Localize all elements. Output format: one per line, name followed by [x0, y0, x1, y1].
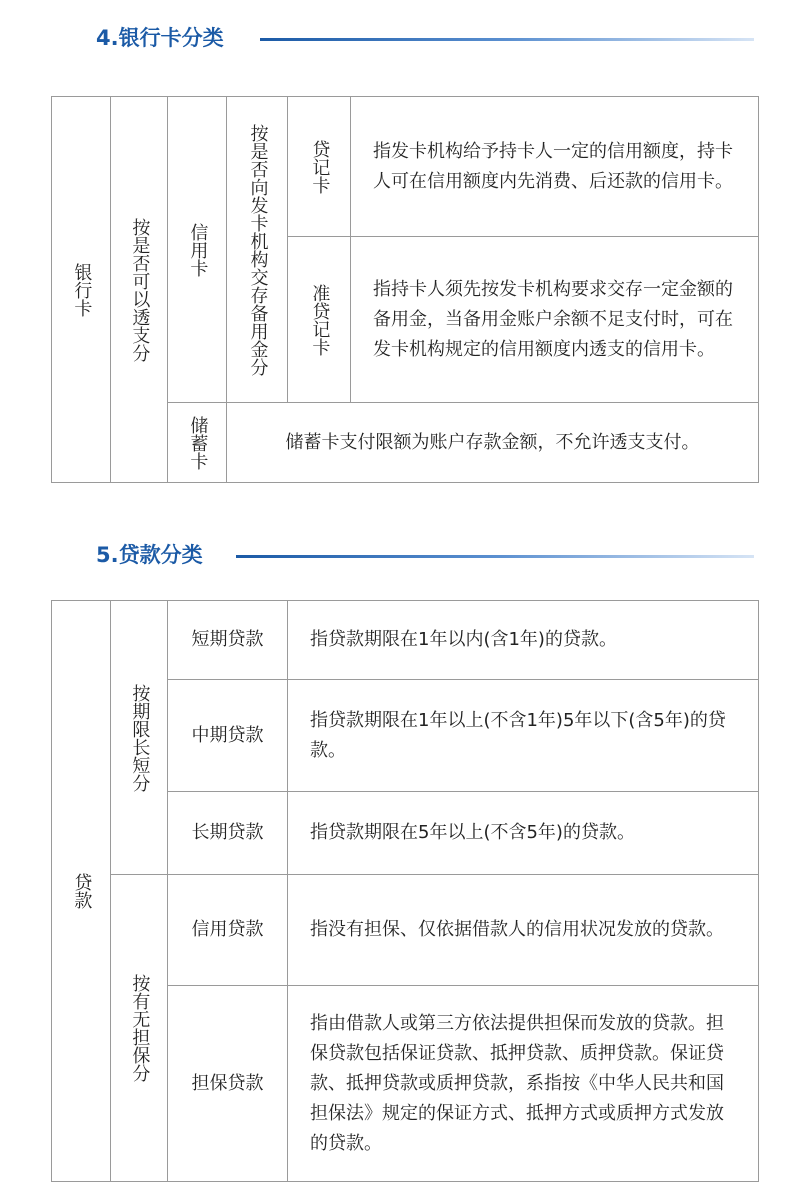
loan-type-label: 短期贷款 [191, 629, 264, 650]
debit-credit-desc-cell [350, 96, 759, 237]
debit-card-desc-cell [226, 402, 759, 483]
root-label: 贷款 [71, 873, 93, 909]
section-title-divider [260, 38, 754, 41]
section-title: 4.银行卡分类 [96, 26, 224, 50]
term-group-label: 按期限长短分 [129, 683, 151, 792]
section-title: 5.贷款分类 [96, 543, 203, 567]
loan-desc-cell [287, 600, 759, 680]
loan-type-cell [167, 985, 288, 1182]
loan-type-label: 担保贷款 [191, 1072, 264, 1094]
loan-desc: 指由借款人或第三方依法提供担保而发放的贷款。担保贷款包括保证贷款、抵押贷款、质押贷款。保证贷款、抵押贷款或质押贷款，系指按《中华人民共和国担保法》规定的保证方式、抵押方式或质押方式发放的贷款。 [310, 1012, 724, 1154]
loan-type-cell [167, 679, 288, 792]
debit-credit-desc: 指发卡机构给予持卡人一定的信用额度，持卡人可在信用额度内先消费、后还款的信用卡。 [373, 140, 733, 192]
loan-desc-cell [287, 874, 759, 986]
loan-desc: 指贷款期限在5年以上(不含5年)的贷款。 [310, 822, 635, 843]
loan-desc: 指贷款期限在1年以内(含1年)的贷款。 [310, 629, 617, 650]
quasi-credit-desc: 指持卡人须先按发卡机构要求交存一定金额的备用金，当备用金账户余额不足支付时，可在发卡机构规定的信用额度内透支的信用卡。 [373, 278, 733, 360]
root-cell [51, 96, 111, 483]
loan-type-label: 长期贷款 [191, 822, 264, 843]
root-label: 银行卡 [71, 262, 93, 317]
loan-type-cell [167, 600, 288, 680]
term-group-cell [110, 600, 168, 875]
loan-desc-cell [287, 791, 759, 875]
debit-card-desc: 储蓄卡支付限额为账户存款金额，不允许透支支付。 [285, 431, 700, 453]
credit-card-cell [167, 96, 227, 403]
guarantee-group-cell [110, 874, 168, 1182]
loan-desc: 指没有担保、仅依据借款人的信用状况发放的贷款。 [310, 919, 724, 940]
credit-criterion-label: 按是否向发卡机构交存备用金分 [247, 123, 269, 376]
criterion-cell [110, 96, 168, 483]
loan-desc: 指贷款期限在1年以上(不含1年)5年以下(含5年)的贷款。 [310, 709, 726, 761]
credit-card-label: 信用卡 [187, 222, 209, 277]
quasi-credit-cell [287, 236, 351, 403]
criterion-label: 按是否可以透支分 [129, 217, 151, 362]
loan-desc-cell [287, 985, 759, 1182]
quasi-credit-desc-cell [350, 236, 759, 403]
loan-type-cell [167, 791, 288, 875]
section-title-divider [236, 555, 754, 558]
guarantee-group-label: 按有无担保分 [129, 974, 151, 1082]
loan-type-label: 信用贷款 [191, 919, 264, 940]
loan-type-cell [167, 874, 288, 986]
root-cell [51, 600, 111, 1182]
debit-credit-label: 贷记卡 [309, 139, 331, 194]
credit-criterion-cell [226, 96, 288, 403]
quasi-credit-label: 准贷记卡 [309, 283, 331, 356]
debit-credit-cell [287, 96, 351, 237]
loan-type-label: 中期贷款 [191, 724, 264, 746]
loan-desc-cell [287, 679, 759, 792]
debit-card-label: 储蓄卡 [187, 415, 209, 470]
debit-card-cell [167, 402, 227, 483]
